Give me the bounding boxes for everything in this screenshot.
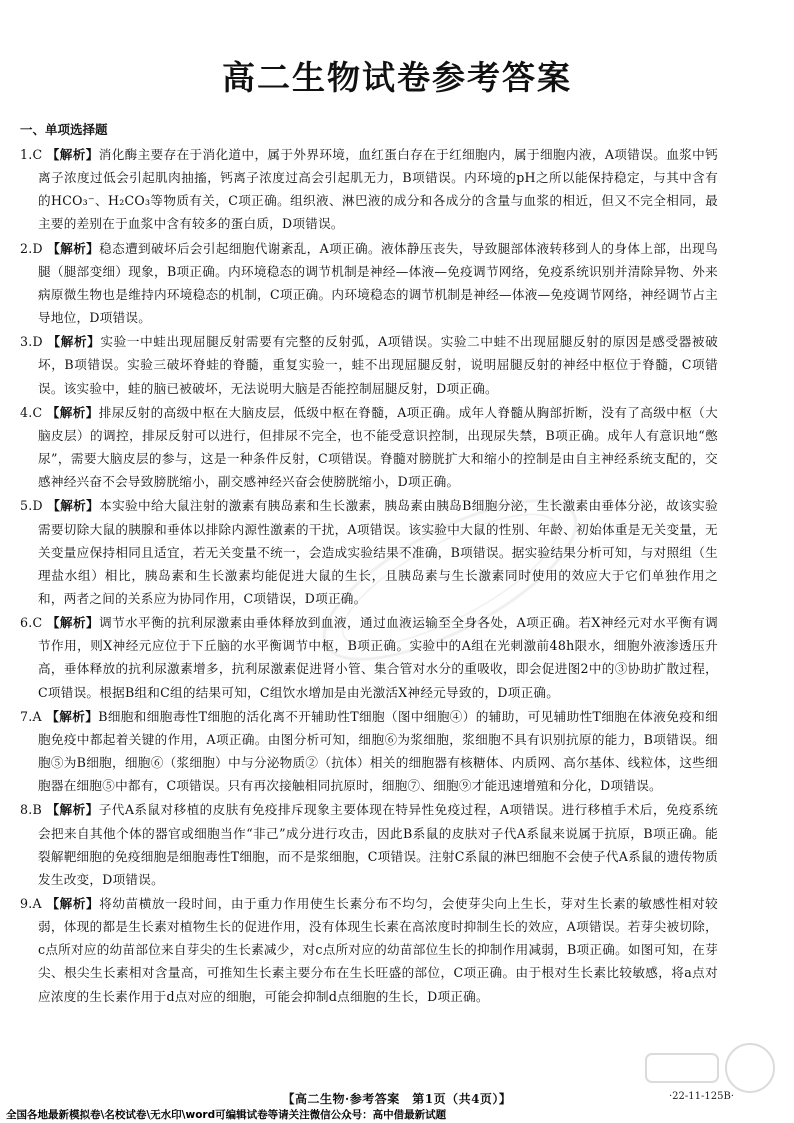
analysis-tag: 【解析】 [46,896,100,911]
page-footer: 【高二生物·参考答案 第1页（共4页）】 [282,1092,512,1106]
answer-item [20,401,718,494]
answer-number: 2.D [20,240,43,256]
answer-text: B细胞和细胞毒性T细胞的活化离不开辅助性T细胞（图中细胞④）的辅助，可见辅助性T细胞在体液免疫和细胞免疫中都起着关键的作用，A项正确。由图分析可知，细胞⑥为浆细胞，浆细胞不具有识别抗原的能力，B项错误。细胞⑤为B细胞，细胞⑥（浆细胞）中与分泌物质②（抗体）相关的细胞器有核糖体、内质网、高尔基体、线粒体，这些细胞器在细胞⑤中都有，C项错误。只有再次接触相同抗原时，细胞⑦、细胞⑨才能迅速增殖和分化，D项错误。 [38,708,718,794]
answer-item [20,330,718,399]
answer-number: 4.C [20,404,43,420]
answer-text: 排尿反射的高级中枢在大脑皮层，低级中枢在脊髓，A项正确。成年人脊髓从胸部折断，没有了高级中枢（大脑皮层）的调控，排尿反射可以进行，但排尿不完全，也不能受意识控制，出现尿失禁，B项正确。成年人有意识地“憋尿”，需要大脑皮层的参与，这是一种条件反射，C项错误。脊髓对膀胱扩大和缩小的控制是由自主神经系统支配的，交感神经兴奋不会导致膀胱缩小，副交感神经兴奋会使膀胱缩小，D项正确。 [38,404,718,490]
answer-list [20,143,718,1009]
answer-text: 子代A系鼠对移植的皮肤有免疫排斥现象主要体现在特异性免疫过程，A项错误。进行移植手术后，免疫系统会把来自其他个体的器官或细胞当作“非己”成分进行攻击，因此B系鼠的皮肤对子代A系鼠来说属于抗原，B项正确。能裂解靶细胞的免疫细胞是细胞毒性T细胞，而不是浆细胞，C项错误。注射C系鼠的淋巴细胞不会使子代A系鼠的遗传物质发生改变，D项错误。 [38,802,718,887]
analysis-tag: 【解析】 [46,147,99,162]
answer-item [20,237,718,330]
analysis-tag: 【解析】 [46,404,99,420]
analysis-tag: 【解析】 [46,615,100,631]
answer-item [20,798,718,891]
analysis-tag: 【解析】 [47,334,101,350]
answer-text: 将幼苗横放一段时间，由于重力作用使生长素分布不均匀，会使芽尖向上生长，芽对生长素的敏感性相对较弱，体现的都是生长素对植物生长的促进作用，没有体现生长素在高浓度时抑制生长的效应，A项错误。若芽尖被切除，c点所对应的幼苗部位来自芽尖的生长素减少，对c点所对应的幼苗部位生长的抑制作用减弱，B项正确。如图可知，在芽尖、根尖生长素相对含量高，可推知生长素主要分布在生长旺盛的部位，C项正确。由于根对生长素比较敏感，将a点对应浓度的生长素作用于d点对应的细胞，可能会抑制d点细胞的生长，D项正确。 [38,896,719,1004]
answer-text: 实验一中蛙出现屈腿反射需要有完整的反射弧，A项错误。实验二中蛙不出现屈腿反射的原因是感受器被破坏，B项错误。实验三破坏脊蛙的脊髓，重复实验一，蛙不出现屈腿反射，说明屈腿反射的神经中枢位于脊髓，C项错误。该实验中，蛙的脑已被破坏，无法说明大脑是否能控制屈腿反射，D项正确。 [38,334,718,396]
answer-item [20,143,718,236]
source-notice: 全国各地最新模拟卷\名校试卷\无水印\word可编辑试卷等请关注微信公众号：高中借最新试题 [6,1109,447,1121]
section-heading: 一、单项选择题 [20,122,108,137]
answer-item [20,892,718,1008]
page-title: 高二生物试卷参考答案 [222,58,572,97]
answer-number: 1.C [20,147,43,162]
answer-number: 9.A [20,896,42,911]
footer-code: ·22-11-125B· [669,1091,734,1102]
analysis-tag: 【解析】 [46,802,99,818]
answer-number: 3.D [20,334,43,350]
answer-text: 消化酶主要存在于消化道中，属于外界环境，血红蛋白存在于红细胞内，属于细胞内液，A项错误。血浆中钙离子浓度过低会引起肌肉抽搐，钙离子浓度过高会引起肌无力，B项错误。内环境的pH之所以能保持稳定，与其中含有的HCO₃⁻、H₂CO₃等物质有关，C项正确。组织液、淋巴液的成分和各成分的含量与血浆的相近，但又不完全相同，最主要的差别在于血浆中含有较多的蛋白质，D项错误。 [38,147,718,232]
answer-number: 8.B [20,802,43,818]
answer-text: 本实验中给大鼠注射的激素有胰岛素和生长激素，胰岛素由胰岛B细胞分泌，生长激素由垂体分泌，故该实验需要切除大鼠的胰腺和垂体以排除内源性激素的干扰，A项错误。该实验中大鼠的性别、年龄、初始体重是无关变量，无关变量应保持相同且适宜，若无关变量不统一，会造成实验结果不准确，B项错误。据实验结果分析可知，与对照组（生理盐水组）相比，胰岛素和生长激素均能促进大鼠的生长，且胰岛素与生长激素同时使用的效应大于它们单独作用之和，两者之间的关系应为协同作用，C项错误，D项正确。 [38,498,718,606]
answer-item [20,705,718,798]
answer-text: 稳态遭到破坏后会引起细胞代谢紊乱，A项正确。液体静压丧失，导致腿部体液转移到人的身体上部，出现鸟腿（腿部变细）现象，B项正确。内环境稳态的调节机制是神经—体液—免疫调节网络，免疫系统识别并清除异物、外来病原微生物也是维持内环境稳态的机制，C项正确。内环境稳态的调节机制是神经—体液—免疫调节网络，神经调节占主导地位，D项错误。 [38,240,718,326]
analysis-tag: 【解析】 [47,240,100,256]
answer-number: 5.D [20,498,43,514]
answer-text: 调节水平衡的抗利尿激素由垂体释放到血液，通过血液运输至全身各处，A项正确。若X神经元对水平衡有调节作用，则X神经元应位于下丘脑的水平衡调节中枢，B项正确。实验中的A组在光刺激前48h限水，细胞外液渗透压升高，垂体释放的抗利尿激素增多，抗利尿激素促进肾小管、集合管对水分的重吸收，即会促进图2中的③协助扩散过程，C项错误。根据B组和C组的结果可知，C组饮水增加是由光激活X神经元导致的，D项正确。 [38,615,719,700]
analysis-tag: 【解析】 [47,498,100,514]
answer-item [20,611,718,704]
analysis-tag: 【解析】 [46,708,99,724]
answer-item [20,494,718,610]
site-logo-watermark [640,1040,780,1096]
answer-number: 6.C [20,615,43,631]
answer-number: 7.A [20,708,42,724]
